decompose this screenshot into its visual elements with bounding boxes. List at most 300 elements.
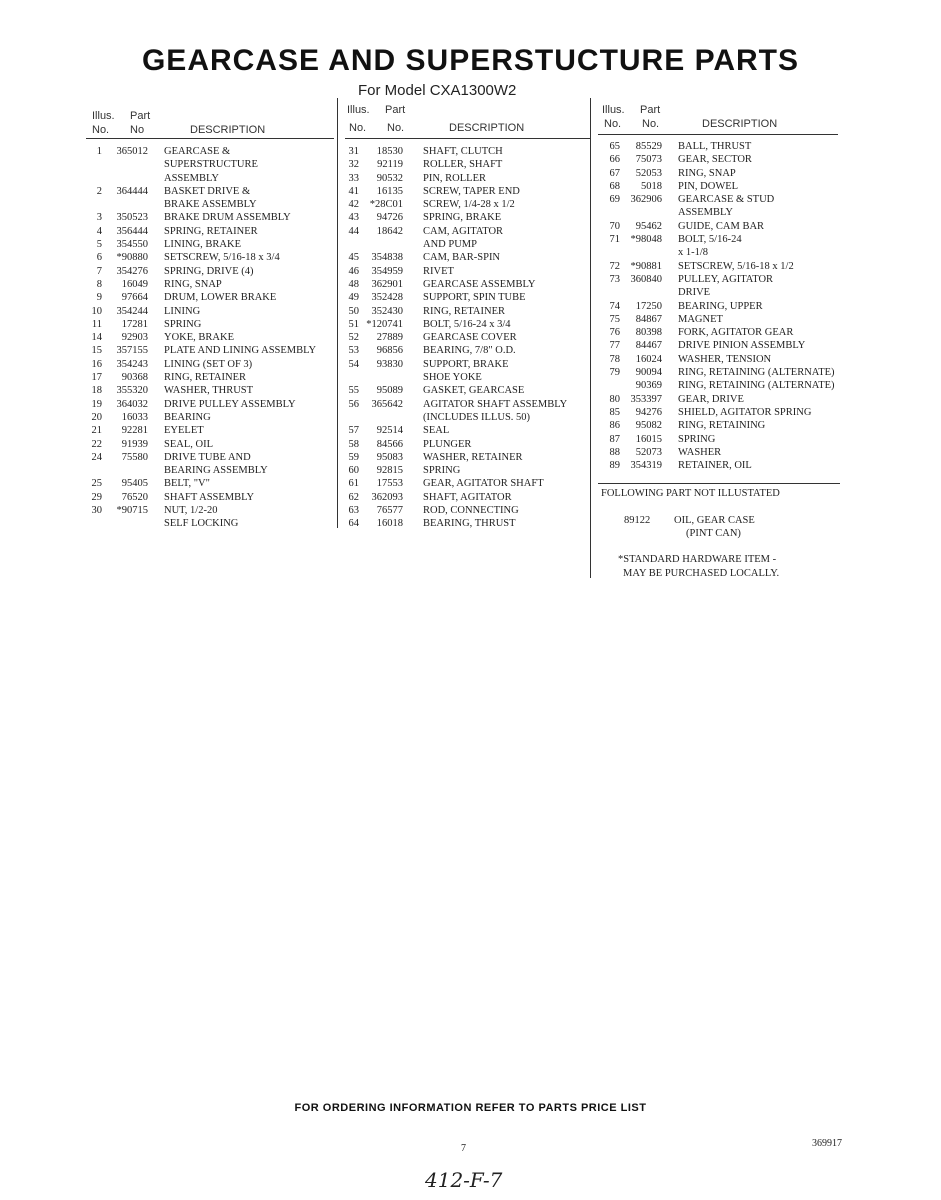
part-number: 52073 [635,446,662,458]
table-row [345,319,590,332]
illus-number: 52 [348,332,359,344]
table-row [598,141,838,154]
part-number: *28C01 [369,199,403,211]
part-description: CAM, AGITATOR [423,225,504,237]
part-description: PLATE AND LINING ASSEMBLY [164,345,317,357]
part-description: GUIDE, CAM BAR [678,220,765,232]
illus-number: 77 [609,340,620,352]
part-description: CAM, BAR-SPIN [423,252,501,264]
part-description: AND PUMP [423,239,477,251]
part-description: BEARING ASSEMBLY [164,465,268,477]
part-description: GEAR, DRIVE [678,393,744,405]
table-row [345,159,590,172]
illus-number: 67 [609,167,620,179]
table-row [598,234,838,247]
table-row [86,439,334,452]
part-description: BEARING, 7/8" O.D. [423,345,516,357]
table-row [86,319,334,332]
table-row [598,460,838,473]
column-header [345,104,590,139]
illus-number: 10 [91,305,102,317]
part-number: 27889 [376,332,403,344]
illus-number: 68 [609,180,620,192]
table-row [598,207,838,220]
part-number: 90368 [121,372,148,384]
table-row [86,399,334,412]
part-number: 95462 [635,220,662,232]
illus-number: 57 [348,425,359,437]
part-number: 16024 [635,353,662,365]
part-number: 52053 [635,167,662,179]
part-number: 84867 [635,313,662,325]
part-description: FORK, AGITATOR GEAR [678,327,794,339]
part-number: 18530 [376,146,403,157]
table-row [86,412,334,425]
part-number: 90532 [376,172,403,184]
part-number: 92119 [377,159,403,171]
table-row [86,478,334,491]
illus-number: 88 [609,446,620,458]
part-description: AGITATOR SHAFT ASSEMBLY [423,398,568,410]
table-row [86,465,334,478]
part-number: 354550 [116,239,148,251]
parts-column-3 [598,104,838,473]
part-description: BEARING, THRUST [423,518,516,530]
illus-number: 20 [91,411,102,423]
table-row [598,394,838,407]
illus-number: 85 [609,406,620,418]
part-description: PULLEY, AGITATOR [678,273,774,285]
part-description: BELT, "V" [164,478,210,490]
illus-number: 45 [348,252,359,264]
part-description: SHOE YOKE [423,372,482,384]
illus-number: 9 [96,292,102,304]
table-row [598,274,838,287]
part-description: ROLLER, SHAFT [423,159,503,171]
not-illustrated-description-2: (PINT CAN) [686,528,741,539]
part-description: GEARCASE & [164,146,231,157]
part-description: RING, RETAINER [423,305,505,317]
part-number: 85529 [635,141,662,152]
illus-number: 51 [348,318,359,330]
table-row [86,212,334,225]
part-number: 352430 [371,305,403,317]
part-description: RETAINER, OIL [678,460,752,472]
part-description: BRAKE ASSEMBLY [164,199,257,211]
illus-number: 4 [96,225,102,237]
part-description: GEAR, AGITATOR SHAFT [423,478,544,490]
table-row [86,492,334,505]
illus-number: 80 [609,393,620,405]
illus-number: 49 [348,292,359,304]
table-row [345,412,590,425]
illus-number: 5 [96,239,102,251]
part-description: RING, RETAINING [678,420,766,432]
illus-number: 16 [91,358,102,370]
table-row [598,314,838,327]
table-row [86,252,334,265]
part-number: 364032 [116,398,148,410]
part-description: BASKET DRIVE & [164,185,251,197]
column-divider [337,98,338,528]
part-description: SPRING [423,465,461,477]
parts-list [598,141,838,473]
part-description: SUPPORT, BRAKE [423,358,509,370]
part-number: 90369 [635,380,662,392]
part-description: GEARCASE ASSEMBLY [423,278,536,290]
table-row [86,332,334,345]
illus-number: 44 [348,225,359,237]
illus-number: 6 [96,252,102,264]
part-description: GEARCASE COVER [423,332,517,344]
part-number: 92903 [121,332,148,344]
part-number: 362901 [371,278,403,290]
table-row [86,279,334,292]
illus-number: 25 [91,478,102,490]
table-row [86,425,334,438]
illus-number: 59 [348,451,359,463]
header-no: No. [92,124,110,136]
illus-number: 58 [348,438,359,450]
part-description: SCREW, 1/4-28 x 1/2 [423,199,515,211]
part-description: SHAFT, CLUTCH [423,146,503,157]
illus-number: 56 [348,398,359,410]
table-row [345,372,590,385]
part-number: 354959 [371,265,403,277]
illus-number: 11 [91,318,102,330]
part-number: 93830 [376,358,403,370]
hardware-note: *STANDARD HARDWARE ITEM - [618,554,777,565]
header-description: DESCRIPTION [190,124,266,136]
illus-number: 71 [609,234,620,246]
table-row [86,345,334,358]
header-illus: Illus. [347,104,370,116]
header-description: DESCRIPTION [702,118,778,130]
illus-number: 3 [96,212,102,224]
illus-number: 1 [96,146,102,157]
table-row [345,399,590,412]
illus-number: 43 [348,212,359,224]
table-row [86,173,334,186]
table-row [345,292,590,305]
table-row [86,266,334,279]
illus-number: 17 [91,372,102,384]
part-description: PIN, DOWEL [678,180,739,192]
column-header [86,104,334,139]
hardware-note-2: MAY BE PURCHASED LOCALLY. [623,568,780,579]
part-number: 95082 [635,420,662,432]
part-description: DRIVE PINION ASSEMBLY [678,340,806,352]
table-row [598,194,838,207]
part-number: 365642 [371,398,403,410]
table-row [86,159,334,172]
illus-number: 48 [348,278,359,290]
illus-number: 32 [348,159,359,171]
part-description: RING, RETAINER [164,372,246,384]
table-row [86,505,334,518]
part-description: BOLT, 5/16-24 x 3/4 [423,318,511,330]
table-row [345,186,590,199]
part-description: BALL, THRUST [678,141,752,152]
table-row [86,239,334,252]
header-illus: Illus. [92,110,115,122]
table-row [345,505,590,518]
illus-number: 65 [609,141,620,152]
part-number: *90880 [116,252,148,264]
part-number: 355320 [116,385,148,397]
illus-number: 70 [609,220,620,232]
table-row [598,447,838,460]
part-description: SPRING, RETAINER [164,225,258,237]
table-row [86,518,334,531]
table-row [598,354,838,367]
part-description: GASKET, GEARCASE [423,385,525,397]
illus-number: 2 [96,185,102,197]
table-row [345,279,590,292]
table-row [86,146,334,159]
part-description: DRIVE [678,287,711,299]
part-number: 357155 [116,345,148,357]
part-number: 364444 [116,185,148,197]
table-row [598,221,838,234]
part-description: RING, RETAINING (ALTERNATE) [678,367,835,379]
part-description: WASHER [678,446,722,458]
part-description: SUPPORT, SPIN TUBE [423,292,526,304]
part-number: 354319 [630,460,662,472]
table-row [345,252,590,265]
part-description: SHAFT ASSEMBLY [164,491,255,503]
table-row [86,226,334,239]
part-description: GEAR, SECTOR [678,154,752,166]
table-row [345,306,590,319]
table-row [598,327,838,340]
illus-number: 7 [96,265,102,277]
part-number: 92514 [376,425,403,437]
part-description: LINING (SET OF 3) [164,358,253,370]
header-illus: Illus. [602,104,625,116]
ordering-footer: FOR ORDERING INFORMATION REFER TO PARTS PRICE LIST [294,1102,647,1114]
table-row [345,212,590,225]
part-number: 95089 [376,385,403,397]
part-number: 76577 [376,505,403,517]
part-number: 354244 [116,305,148,317]
part-description: WASHER, THRUST [164,385,254,397]
parts-list [86,146,334,532]
header-part: Part [130,110,151,122]
part-number: 94726 [376,212,403,224]
column-header [598,104,838,135]
part-number: 362093 [371,491,403,503]
part-number: 354838 [371,252,403,264]
illus-number: 64 [348,518,359,530]
part-number: 16135 [376,185,403,197]
illus-number: 18 [91,385,102,397]
header-part: Part [640,104,661,116]
part-description: BRAKE DRUM ASSEMBLY [164,212,291,224]
part-number: 352428 [371,292,403,304]
table-row [345,439,590,452]
page-number: 7 [461,1143,466,1154]
part-description: DRUM, LOWER BRAKE [164,292,277,304]
part-number: 17281 [121,318,148,330]
part-number: 95405 [121,478,148,490]
part-number: 17250 [635,300,662,312]
part-number: 80398 [635,327,662,339]
illus-number: 53 [348,345,359,357]
part-description: SEAL, OIL [164,438,213,450]
not-illustrated-heading: FOLLOWING PART NOT ILLUSTATED [601,488,780,499]
illus-number: 69 [609,194,620,206]
table-row [598,301,838,314]
table-row [598,181,838,194]
table-row [598,247,838,260]
illus-number: 50 [348,305,359,317]
part-number: 75580 [121,451,148,463]
illus-number: 76 [609,327,620,339]
table-row [598,407,838,420]
part-number: 360840 [630,273,662,285]
part-description: ROD, CONNECTING [423,505,519,517]
illus-number: 73 [609,273,620,285]
part-description: SPRING, DRIVE (4) [164,265,254,277]
table-row [345,226,590,239]
table-row [598,287,838,300]
illus-number: 79 [609,367,620,379]
handwritten-note: 412-F-7 [425,1168,503,1192]
illus-number: 15 [91,345,102,357]
part-number: 84467 [635,340,662,352]
illus-number: 63 [348,505,359,517]
not-illustrated-description: OIL, GEAR CASE [674,515,755,526]
illus-number: 31 [348,146,359,157]
not-illustrated-part-number: 89122 [624,515,651,526]
table-row [86,372,334,385]
parts-column-2 [345,104,590,532]
illus-number: 8 [96,278,102,290]
part-number: 354243 [116,358,148,370]
table-row [598,420,838,433]
part-number: 92815 [376,465,403,477]
part-description: NUT, 1/2-20 [164,505,218,517]
part-description: GEARCASE & STUD [678,194,775,206]
part-description: EYELET [164,425,204,437]
table-row [345,266,590,279]
illus-number: 87 [609,433,620,445]
illus-number: 74 [609,300,620,312]
table-row [345,146,590,159]
part-number: 16015 [635,433,662,445]
illus-number: 33 [348,172,359,184]
table-row [345,239,590,252]
divider [598,483,840,484]
part-description: RIVET [423,265,454,277]
part-number: *90881 [630,260,662,272]
part-number: 365012 [116,146,148,157]
header-no2: No. [387,122,405,134]
header-no2: No [130,124,145,136]
table-row [598,340,838,353]
table-row [345,425,590,438]
part-description: DRIVE PULLEY ASSEMBLY [164,398,296,410]
part-number: 16033 [121,411,148,423]
part-number: 92281 [121,425,148,437]
part-description: YOKE, BRAKE [164,332,234,344]
table-row [86,306,334,319]
table-row [345,345,590,358]
illus-number: 22 [91,438,102,450]
illus-number: 66 [609,154,620,166]
part-description: RING, SNAP [164,278,222,290]
part-description: WASHER, TENSION [678,353,772,365]
illus-number: 21 [91,425,102,437]
part-description: DRIVE TUBE AND [164,451,251,463]
part-description: SPRING [164,318,202,330]
header-no2: No. [642,118,660,130]
part-description: LINING, BRAKE [164,239,241,251]
illus-number: 30 [91,505,102,517]
table-row [345,173,590,186]
part-number: 94276 [635,406,662,418]
part-description: SEAL [423,425,450,437]
part-number: *98048 [630,234,662,246]
column-divider [590,98,591,578]
model-subtitle: For Model CXA1300W2 [358,82,517,99]
part-description: WASHER, RETAINER [423,451,523,463]
illus-number: 55 [348,385,359,397]
part-description: PLUNGER [423,438,472,450]
table-row [598,168,838,181]
part-number: 95083 [376,451,403,463]
part-description: SELF LOCKING [164,518,239,530]
part-number: 96856 [376,345,403,357]
part-description: (INCLUDES ILLUS. 50) [423,411,531,423]
table-row [86,186,334,199]
header-no: No. [349,122,367,134]
part-description: SUPERSTRUCTURE [164,159,258,171]
part-number: 91939 [121,438,148,450]
part-number: 17553 [376,478,403,490]
part-description: ASSEMBLY [164,172,219,184]
part-description: SHAFT, AGITATOR [423,491,512,503]
illus-number: 86 [609,420,620,432]
part-number: *90715 [116,505,148,517]
page-title: GEARCASE AND SUPERSTUCTURE PARTS [141,44,800,77]
part-description: BOLT, 5/16-24 [678,234,742,246]
illus-number: 60 [348,465,359,477]
table-row [345,492,590,505]
illus-number: 29 [91,491,102,503]
part-description: RING, SNAP [678,167,736,179]
illus-number: 72 [609,260,620,272]
header-no: No. [604,118,622,130]
table-row [345,518,590,531]
part-description: MAGNET [678,313,723,325]
part-description: SCREW, TAPER END [423,185,520,197]
illus-number: 62 [348,491,359,503]
illus-number: 54 [348,358,359,370]
illus-number: 46 [348,265,359,277]
part-description: ASSEMBLY [678,207,733,219]
part-description: BEARING [164,411,211,423]
header-description: DESCRIPTION [449,122,525,134]
table-row [345,385,590,398]
parts-column-1 [86,104,334,532]
illus-number: 14 [91,332,102,344]
part-number: 90094 [635,367,662,379]
part-description: x 1-1/8 [678,247,709,259]
table-row [598,261,838,274]
part-number: 18642 [376,225,403,237]
